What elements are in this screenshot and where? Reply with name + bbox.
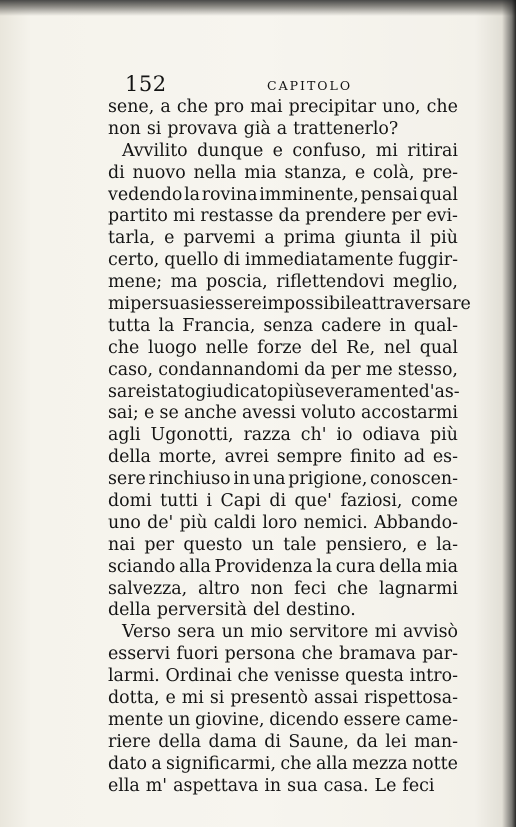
- page-number: 152: [125, 72, 167, 96]
- text-line: certo, quello di immediatamente fuggir-: [108, 250, 458, 271]
- text-line: sere rinchiuso in una prigione, conoscen-: [108, 469, 458, 490]
- text-line: dotta, e mi si presentò assai rispettosa-: [108, 688, 458, 709]
- text-line: dato a significarmi, che alla mezza notte: [108, 753, 458, 774]
- text-line: di nuovo nella mia stanza, e colà, pre-: [108, 162, 458, 183]
- text-line: riere della dama di Saune, da lei man-: [108, 731, 458, 752]
- text-line: tarla, e parvemi a prima giunta il più: [108, 228, 458, 249]
- text-line: della morte, avrei sempre finito ad es-: [108, 447, 458, 468]
- text-line: sarei stato giudicato più severamente d'as-: [108, 381, 460, 402]
- text-line: sene, a che pro mai precipitar uno, che: [108, 97, 458, 117]
- text-line: mene; ma poscia, riflettendovi meglio,: [108, 272, 458, 293]
- text-line: agli Ugonotti, razza ch' io odiava più: [108, 425, 458, 446]
- text-line: partito mi restasse da prendere per evi-: [108, 206, 458, 227]
- text-line: sai; e se anche avessi voluto accostarmi: [108, 403, 458, 424]
- text-line: sciando alla Providenza la cura della mia: [108, 556, 458, 577]
- page-header: [125, 72, 455, 96]
- text-line: vedendo la rovina imminente, pensai qual: [108, 184, 458, 205]
- text-line: domi tutti i Capi di que' faziosi, come: [108, 491, 458, 512]
- text-line: esservi fuori persona che bramava par-: [108, 644, 458, 665]
- text-line: Avvilito dunque e confuso, mi ritirai: [122, 140, 458, 161]
- text-line: tutta la Francia, senza cadere in qual-: [108, 315, 458, 336]
- text-line: caso, condannandomi da per me stesso,: [108, 359, 458, 380]
- text-line: salvezza, altro non feci che lagnarmi: [108, 578, 458, 599]
- text-line: larmi. Ordinai che venisse questa intro-: [108, 666, 458, 687]
- page-gutter-shadow: [502, 0, 516, 827]
- text-line: non si provava già a trattenerlo?: [108, 118, 399, 139]
- body-text: [108, 97, 471, 798]
- text-line: mi persuasi essere impossibile attraversare: [108, 294, 471, 315]
- text-line: della perversità del destino.: [108, 600, 356, 621]
- text-line: che luogo nelle forze del Re, nel qual: [108, 337, 458, 358]
- text-line: uno de' più caldi loro nemici. Abbando-: [108, 512, 458, 533]
- text-line: mente un giovine, dicendo essere came-: [108, 709, 458, 730]
- text-line: Verso sera un mio servitore mi avvisò: [122, 622, 458, 643]
- text-line: ella m' aspettava in sua casa. Le feci: [108, 775, 435, 796]
- running-head: CAPITOLO: [267, 78, 353, 93]
- page-top-shadow: [0, 0, 516, 16]
- text-line: nai per questo un tale pensiero, e la-: [108, 534, 458, 555]
